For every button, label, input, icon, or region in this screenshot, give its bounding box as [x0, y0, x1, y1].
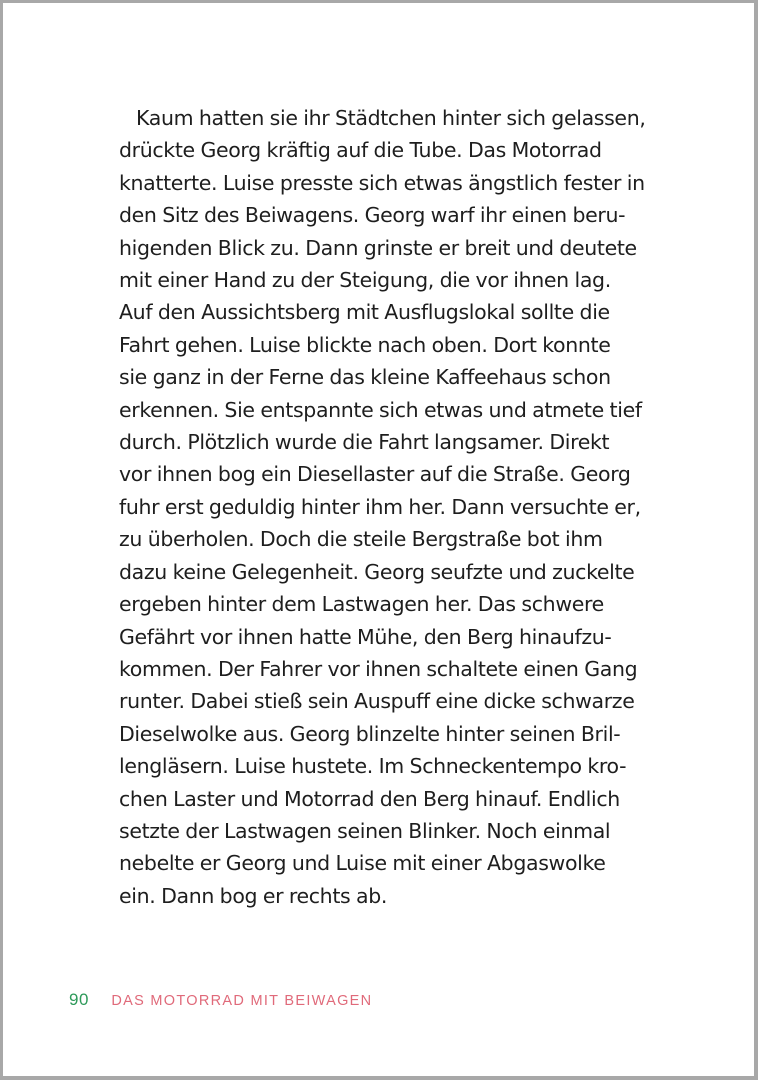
text-line: nebelte er Georg und Luise mit einer Abgaswolke — [119, 851, 606, 876]
text-line: fuhr erst geduldig hinter ihm her. Dann versuchte er, — [119, 494, 641, 519]
text-line: Dieselwolke aus. Georg blinzelte hinter seinen Bril- — [119, 721, 621, 746]
text-line: Fahrt gehen. Luise blickte nach oben. Dort konnte — [119, 332, 611, 357]
text-line: Gefährt vor ihnen hatte Mühe, den Berg hinaufzu- — [119, 624, 612, 649]
text-line: chen Laster und Motorrad den Berg hinauf. Endlich — [119, 786, 620, 811]
text-line: durch. Plötzlich wurde die Fahrt langsamer. Direkt — [119, 430, 610, 455]
text-line: ergeben hinter dem Lastwagen her. Das schwere — [119, 592, 604, 617]
text-line: runter. Dabei stieß sein Auspuff eine dicke schwarze — [119, 689, 635, 714]
text-line: Auf den Aussichtsberg mit Ausflugslokal sollte die — [119, 300, 610, 325]
page-number: 90 — [69, 990, 89, 1009]
text-line: lengläsern. Luise hustete. Im Schneckentempo kro- — [119, 754, 627, 779]
text-line: higenden Blick zu. Dann grinste er breit und deutete — [119, 235, 637, 260]
page-footer — [69, 989, 372, 1012]
text-line: ein. Dann bog er rechts ab. — [119, 883, 388, 908]
text-line: zu überholen. Doch die steile Bergstraße bot ihm — [119, 527, 603, 552]
running-head: DAS MOTORRAD MIT BEIWAGEN — [111, 993, 373, 1009]
body-paragraph — [119, 102, 649, 912]
text-line: setzte der Lastwagen seinen Blinker. Noch einmal — [119, 818, 611, 843]
text-line: Kaum hatten sie ihr Städtchen hinter sich gelassen, — [136, 106, 646, 130]
text-line: sie ganz in der Ferne das kleine Kaffeehaus schon — [119, 365, 611, 390]
text-line: drückte Georg kräftig auf die Tube. Das Motorrad — [119, 138, 602, 163]
text-line: knatterte. Luise presste sich etwas ängstlich fester in — [119, 170, 645, 195]
text-line: mit einer Hand zu der Steigung, die vor ihnen lag. — [119, 268, 611, 293]
text-line: kommen. Der Fahrer vor ihnen schaltete einen Gang — [119, 656, 638, 681]
text-line: den Sitz des Beiwagens. Georg warf ihr einen beru- — [119, 203, 626, 228]
text-line: dazu keine Gelegenheit. Georg seufzte und zuckelte — [119, 559, 635, 584]
text-line: vor ihnen bog ein Diesellaster auf die Straße. Georg — [119, 462, 631, 487]
text-line: erkennen. Sie entspannte sich etwas und atmete tief — [119, 397, 642, 422]
